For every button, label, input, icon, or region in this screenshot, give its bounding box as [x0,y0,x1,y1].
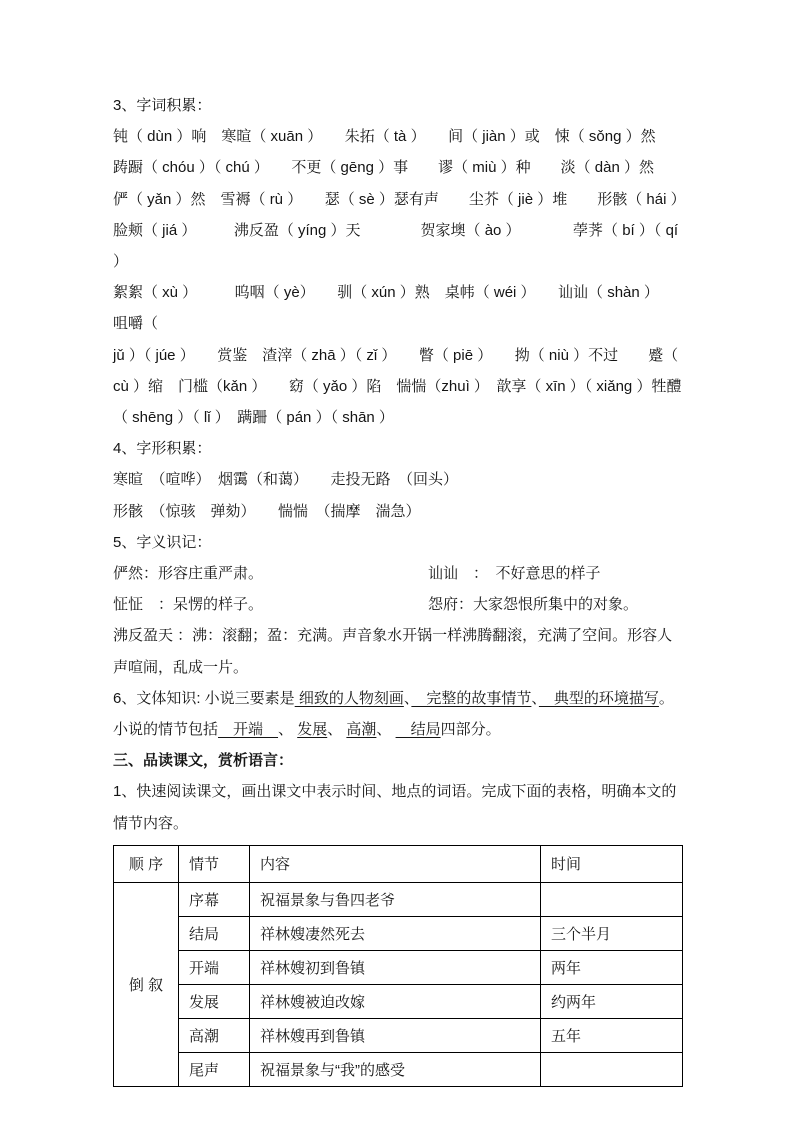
sec6-sep-3: 、 [278,721,298,739]
table-header-row [114,845,683,882]
pinyin-line-5: 絮絮（ xù ） 呜咽（ yè） 驯（ xún ）熟 桌帏（ wéi ） 讪讪（ shàn ） 咀嚼（ [113,284,682,333]
time-cell: 两年 [541,950,683,984]
sec6-answer-1: 细致的人物刻画 [294,689,404,707]
sec6-prefix: 6、文体知识: 小说三要素是 [113,689,295,707]
definition-right-2: 怨府：大家怨恨所集中的对象。 [428,596,639,614]
sec6-sep-2: 、 [531,689,539,707]
order-merged-cell: 倒 叙 [114,882,179,1086]
sec6-answer-4: 开端 [218,721,279,739]
pinyin-line-6: jǔ ）（ júe ） 赏鉴 渣滓（ zhā ）（ zǐ ） 瞥（ piē ） 拗（ niù ）不过 蹙（ [113,346,679,364]
table-row [114,916,683,950]
plot-cell: 序幕 [179,882,250,916]
definition-row-2 [113,589,682,620]
time-cell [541,882,683,916]
table-row [114,1018,683,1052]
glyph-line-1: 寒暄 （喧哗） 烟霭（和蔼） 走投无路 （回头） [113,471,459,489]
sec6-answer-6: 高潮 [346,721,377,739]
header-plot: 情节 [179,845,250,882]
plot-cell: 开端 [179,950,250,984]
header-content: 内容 [250,845,541,882]
definition-row-1 [113,558,682,589]
content-cell: 祥林嫂被迫改嫁 [250,984,541,1018]
definition-right-1: 讪讪 ： 不好意思的样子 [428,565,601,583]
plot-cell: 结局 [179,916,250,950]
plot-cell: 发展 [179,984,250,1018]
table-row [114,984,683,1018]
header-order: 顺 序 [114,845,179,882]
sec6-sep-5: 、 [376,721,396,739]
question-1: 1、快速阅读课文，画出课文中表示时间、地点的词语。完成下面的表格，明确本文的情节内容。 [113,783,677,832]
pinyin-line-8: （ shēng ）（ lǐ ） 蹒跚（ pán ）（ shān ） [113,409,394,427]
sec6-sep-1: 、 [403,689,412,707]
pinyin-line-1: 钝（ dùn ）响 寒暄（ xuān ） 朱拓（ tà ） 间（ jiàn ）或 悚（ sǒng ）然 [113,128,656,146]
content-cell: 祥林嫂凄然死去 [250,916,541,950]
table-row [114,950,683,984]
pinyin-line-2: 踌蹰（ chóu ）（ chú ） 不更（ gēng ）事 谬（ miù ）种 淡（ dàn ）然 [113,159,654,177]
glyph-line-2: 形骸 （惊骇 弹劾） 惴惴 （揣摩 湍急） [113,502,421,520]
sec6-answer-7: 结局 [395,721,441,739]
section-three-heading: 三、品读课文，赏析语言： [113,752,294,770]
sec6-sep-4: 、 [327,721,347,739]
plot-structure-table [113,845,683,1087]
sec6-mid: 。小说的情节包括 [113,689,674,739]
content-cell: 祝福景象与鲁四老爷 [250,882,541,916]
pinyin-line-3: 俨（ yǎn ）然 雪褥（ rù ） 瑟（ sè ）瑟有声 尘芥（ jiè ）堆 形骸（ hái ） [113,190,686,208]
sec6-answer-3: 典型的环境描写 [538,689,659,707]
plot-cell: 高潮 [179,1018,250,1052]
content-cell: 祥林嫂再到鲁镇 [250,1018,541,1052]
definition-left-2: 怔怔 ：呆愣的样子。 [113,596,264,614]
sec6-suffix: 四部分。 [440,721,501,739]
sec4-heading: 4、字形积累： [113,440,212,458]
sec3-heading: 3、字词积累： [113,97,212,114]
definition-left-1: 俨然：形容庄重严肃。 [113,565,264,583]
sec6-answer-5: 发展 [297,721,328,739]
pinyin-line-7: cù ）缩 门槛（kǎn ） 窈（ yǎo ）陷 惴惴（zhuì ） 歆享（ xīn ）（ xiǎng ）牲醴 [113,377,682,395]
table-row [114,882,683,916]
header-time: 时间 [541,845,683,882]
sec6-paragraph [113,683,682,745]
pinyin-line-4: 脸颊（ jiá ） 沸反盈（ yíng ）天 贺家墺（ ào ） 荸荠（ bí ）（ qí ） [113,221,683,271]
content-cell: 祥林嫂初到鲁镇 [250,950,541,984]
plot-cell: 尾声 [179,1052,250,1086]
time-cell: 约两年 [541,984,683,1018]
table-row [114,1052,683,1086]
time-cell: 三个半月 [541,916,683,950]
content-cell: 祝福景象与“我”的感受 [250,1052,541,1086]
sec5-paragraph: 沸反盈天 ：沸：滚翻；盈：充满。声音象水开锅一样沸腾翻滚，充满了空间。形容人声喧闹，乱成一片。 [113,627,673,676]
sec6-answer-2: 完整的故事情节 [411,689,532,707]
sec5-heading: 5、字义识记： [113,533,212,551]
time-cell [541,1052,683,1086]
time-cell: 五年 [541,1018,683,1052]
